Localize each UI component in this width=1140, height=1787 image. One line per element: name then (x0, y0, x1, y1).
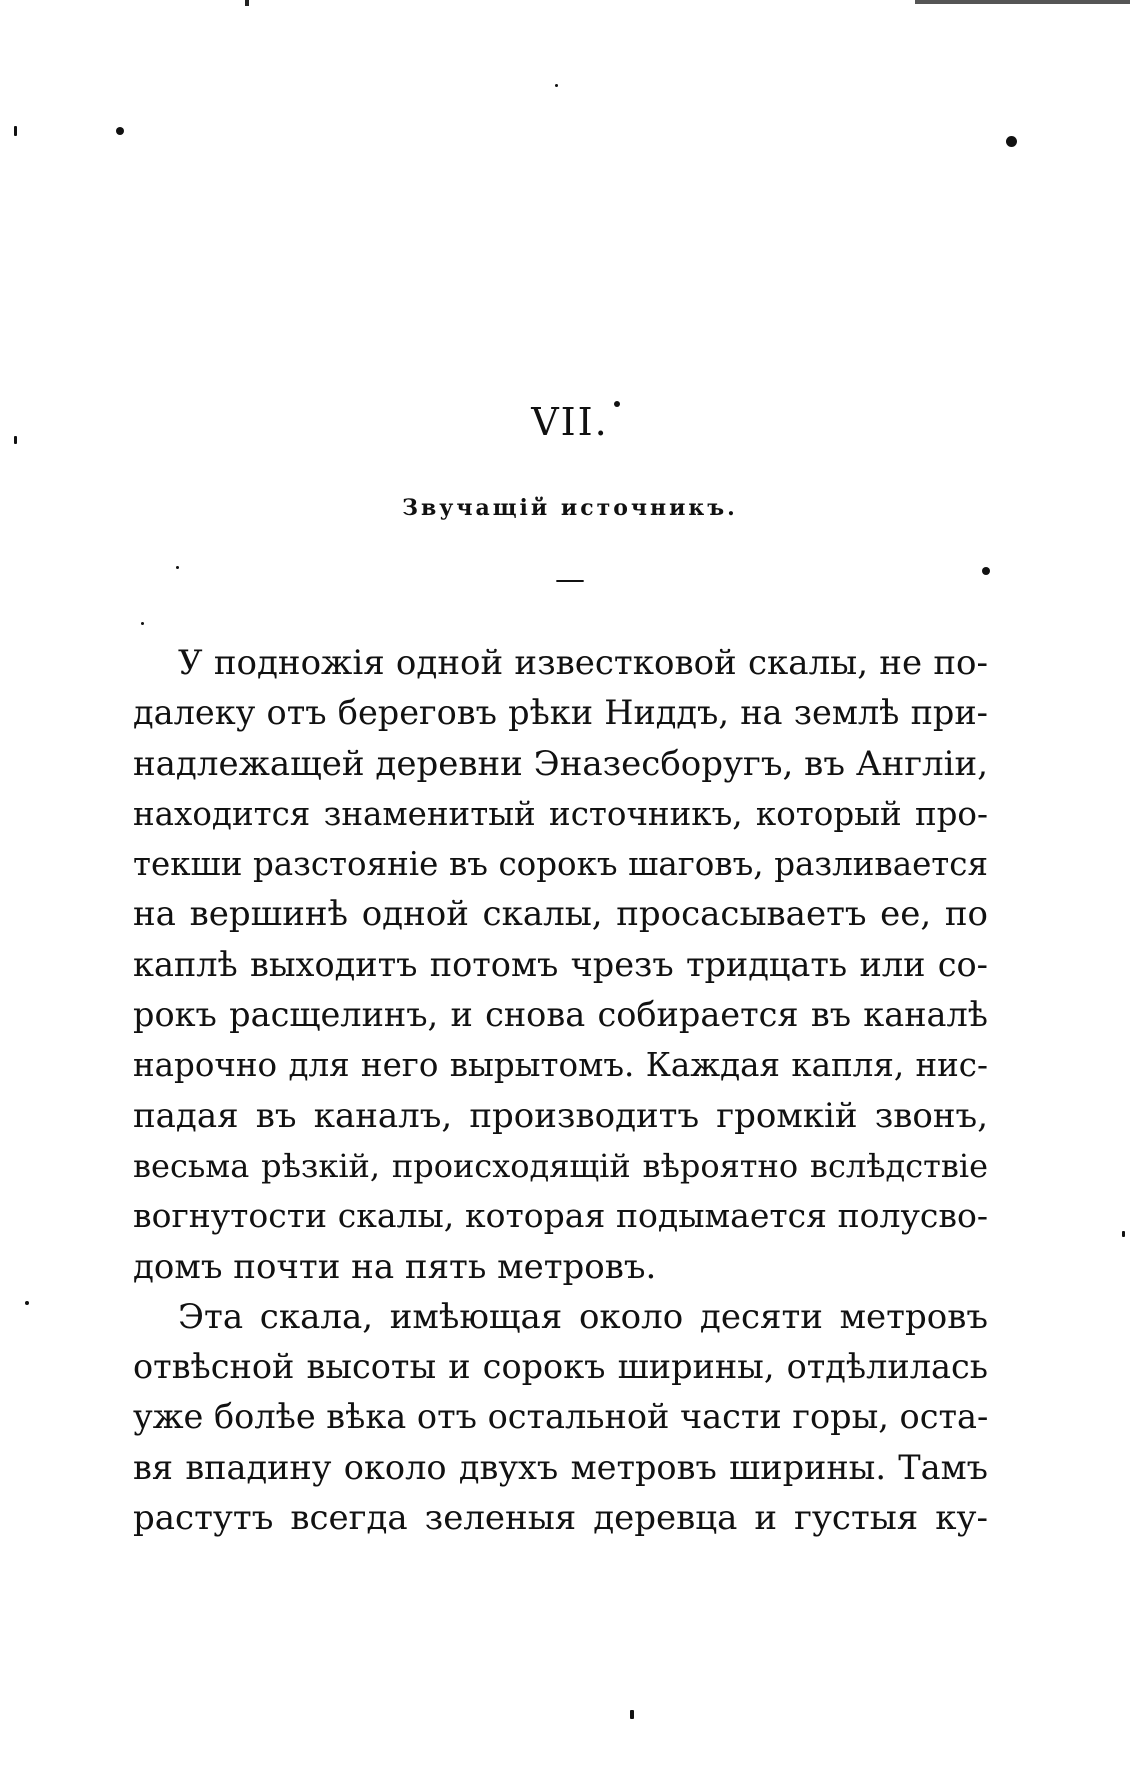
body-text (133, 638, 988, 1543)
text-line: вогнутости скалы, которая подымается полусво- (133, 1196, 988, 1236)
text-line: надлежащей деревни Эназесборугъ, въ Англіи, (133, 743, 988, 784)
scan-speck (25, 1301, 29, 1305)
chapter-number: VII. (531, 400, 609, 444)
text-line: далеку отъ береговъ рѣки Ниддъ, на землѣ при- (133, 693, 988, 733)
text-line: падая въ каналъ, производитъ громкій звонъ, (133, 1095, 988, 1136)
scan-speck (1122, 1231, 1125, 1237)
text-line: каплѣ выходитъ потомъ чрезъ тридцать или со- (133, 944, 988, 984)
text-line: текши разстояніе въ сорокъ шаговъ, разливается (133, 845, 988, 884)
scan-speck (555, 84, 558, 87)
text-line: весьма рѣзкій, происходящій вѣроятно вслѣдствіе (133, 1146, 988, 1185)
text-line: Эта скала, имѣющая около десяти метровъ (178, 1296, 988, 1337)
text-line: уже болѣе вѣка отъ остальной части горы, оста- (133, 1397, 989, 1437)
scan-edge-mark-right (915, 0, 1130, 4)
text-line: У подножія одной известковой скалы, не по- (178, 643, 988, 683)
text-line: домъ почти на пять метровъ. (133, 1246, 657, 1287)
scan-edge-mark-left (245, 0, 249, 6)
paragraph (133, 1292, 988, 1543)
text-line: на вершинѣ одной скалы, просасываетъ ее, по (133, 894, 988, 935)
text-line: нарочно для него вырытомъ. Каждая капля, нис- (133, 1046, 988, 1085)
scan-speck (14, 126, 17, 136)
text-line: отвѣсной высоты и сорокъ ширины, отдѣлилась (133, 1347, 988, 1387)
scan-speck (116, 127, 124, 135)
chapter-title: Звучащій источникъ. (402, 495, 738, 521)
scan-speck (630, 1710, 634, 1719)
text-line: вя впадину около двухъ метровъ ширины. Тамъ (133, 1447, 988, 1487)
scan-speck (141, 622, 144, 625)
paragraph (133, 638, 988, 1292)
text-line: растутъ всегда зеленыя деревца и густыя ку- (133, 1498, 988, 1539)
title-separator: — (555, 562, 585, 597)
text-line: рокъ расщелинъ, и снова собирается въ каналѣ (133, 995, 988, 1035)
scan-speck (1006, 136, 1017, 147)
text-line: находится знаменитый источникъ, который про- (133, 794, 988, 833)
